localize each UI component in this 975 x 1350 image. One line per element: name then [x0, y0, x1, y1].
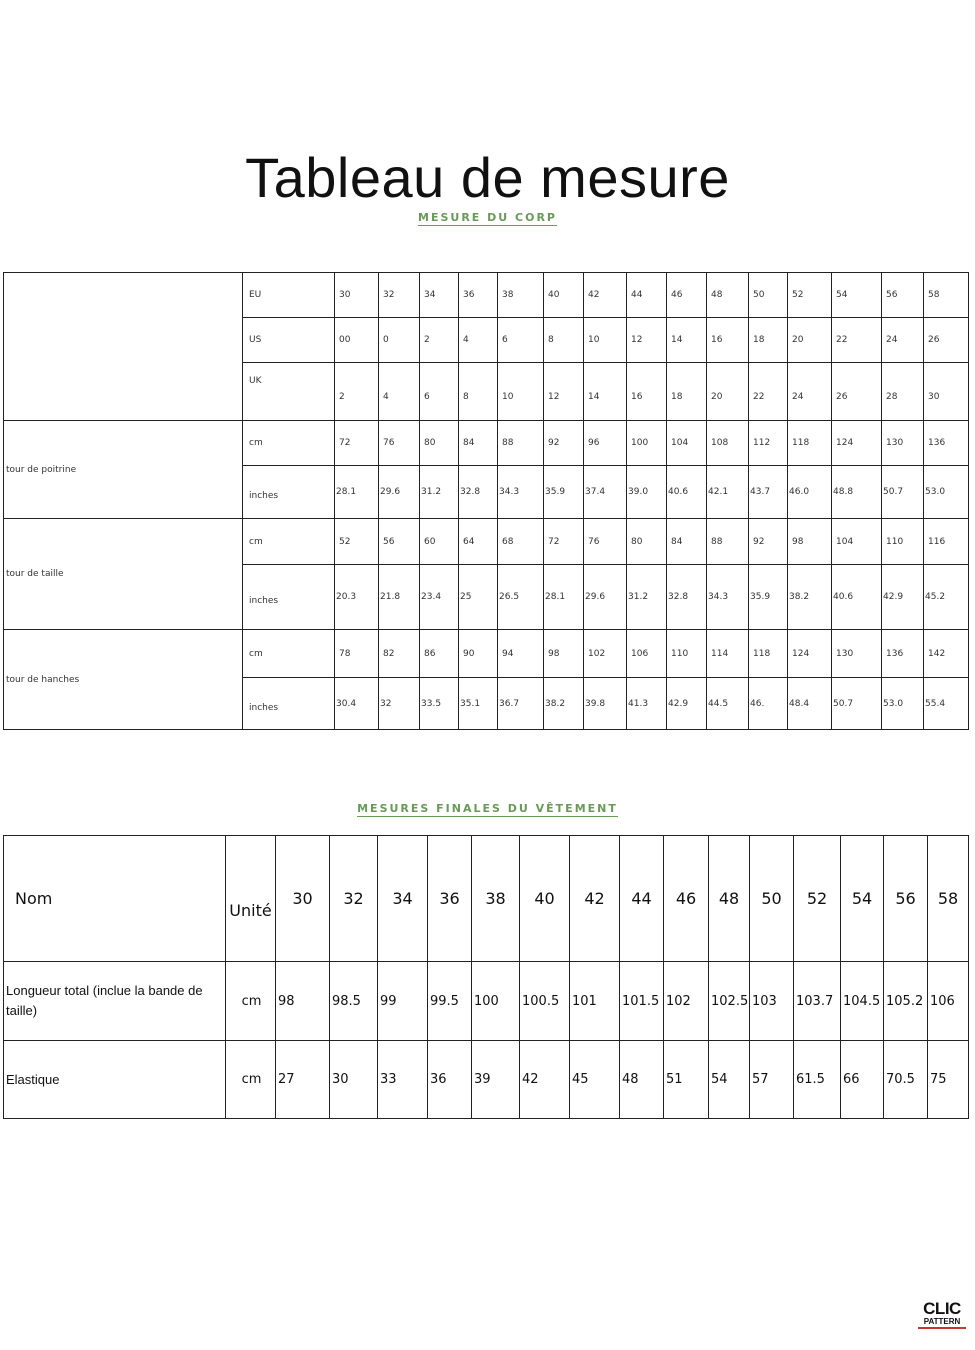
size-cell: 2 — [335, 363, 379, 421]
measurement-row — [4, 630, 969, 678]
column-header-size: 40 — [520, 836, 570, 962]
value-cell: 57 — [750, 1041, 794, 1119]
value-cell: 32.8 — [459, 466, 498, 519]
value-cell: 70.5 — [884, 1041, 928, 1119]
value-cell: 98 — [276, 962, 330, 1041]
value-cell: 48.8 — [832, 466, 882, 519]
column-header-size: 34 — [378, 836, 428, 962]
value-cell: 100 — [627, 421, 667, 466]
value-cell: 66 — [841, 1041, 884, 1119]
measurement-label: tour de poitrine — [4, 421, 243, 519]
value-cell: 23.4 — [420, 565, 459, 630]
unit-label: inches — [243, 565, 335, 630]
value-cell: 78 — [335, 630, 379, 678]
value-cell: 30 — [330, 1041, 378, 1119]
value-cell: 42 — [520, 1041, 570, 1119]
value-cell: 92 — [749, 519, 788, 565]
garment-row — [4, 1041, 969, 1119]
value-cell: 34.3 — [498, 466, 544, 519]
column-header-size: 52 — [794, 836, 841, 962]
value-cell: 90 — [459, 630, 498, 678]
subtitle-text: MESURE DU CORP — [418, 211, 557, 224]
value-cell: 84 — [667, 519, 707, 565]
value-cell: 98 — [544, 630, 584, 678]
column-header-name: Nom — [4, 836, 226, 962]
value-cell: 110 — [882, 519, 924, 565]
value-cell: 130 — [832, 630, 882, 678]
value-cell: 54 — [709, 1041, 750, 1119]
value-cell: 39 — [472, 1041, 520, 1119]
value-cell: 42.1 — [707, 466, 749, 519]
value-cell: 98.5 — [330, 962, 378, 1041]
value-cell: 44.5 — [707, 678, 749, 730]
value-cell: 142 — [924, 630, 969, 678]
value-cell: 35.9 — [749, 565, 788, 630]
size-cell: 38 — [498, 273, 544, 318]
value-cell: 114 — [707, 630, 749, 678]
size-cell: 26 — [832, 363, 882, 421]
value-cell: 36.7 — [498, 678, 544, 730]
size-cell: 0 — [379, 318, 420, 363]
value-cell: 31.2 — [627, 565, 667, 630]
value-cell: 46.0 — [788, 466, 832, 519]
garment-measure-name: Longueur total (inclue la bande de taille) — [4, 962, 226, 1041]
value-cell: 39.8 — [584, 678, 627, 730]
measurement-row — [4, 421, 969, 466]
size-cell: 6 — [420, 363, 459, 421]
value-cell: 51 — [664, 1041, 709, 1119]
value-cell: 98 — [788, 519, 832, 565]
size-cell: 8 — [544, 318, 584, 363]
size-cell: 54 — [832, 273, 882, 318]
size-cell: 2 — [420, 318, 459, 363]
size-cell: 4 — [459, 318, 498, 363]
value-cell: 32 — [379, 678, 420, 730]
value-cell: 82 — [379, 630, 420, 678]
value-cell: 104 — [832, 519, 882, 565]
value-cell: 40.6 — [667, 466, 707, 519]
value-cell: 45.2 — [924, 565, 969, 630]
size-cell: 8 — [459, 363, 498, 421]
unit-label: cm — [243, 519, 335, 565]
logo-line1: CLIC — [923, 1299, 961, 1318]
value-cell: 76 — [584, 519, 627, 565]
value-cell: 28.1 — [544, 565, 584, 630]
size-cell: 48 — [707, 273, 749, 318]
size-cell: 00 — [335, 318, 379, 363]
value-cell: 130 — [882, 421, 924, 466]
value-cell: 101 — [570, 962, 620, 1041]
size-cell: 10 — [584, 318, 627, 363]
value-cell: 75 — [928, 1041, 969, 1119]
size-cell: 12 — [627, 318, 667, 363]
value-cell: 116 — [924, 519, 969, 565]
value-cell: 46. — [749, 678, 788, 730]
size-cell: 42 — [584, 273, 627, 318]
value-cell: 29.6 — [584, 565, 627, 630]
column-header-size: 58 — [928, 836, 969, 962]
value-cell: 37.4 — [584, 466, 627, 519]
unit-label: inches — [243, 466, 335, 519]
value-cell: 52 — [335, 519, 379, 565]
value-cell: 105.2 — [884, 962, 928, 1041]
size-cell: 14 — [667, 318, 707, 363]
garment-measure-unit: cm — [226, 962, 276, 1041]
value-cell: 39.0 — [627, 466, 667, 519]
size-cell: 30 — [924, 363, 969, 421]
value-cell: 50.7 — [882, 466, 924, 519]
garment-row — [4, 962, 969, 1041]
subtitle-text: MESURES FINALES DU VÊTEMENT — [357, 802, 618, 815]
size-cell: 18 — [667, 363, 707, 421]
value-cell: 124 — [788, 630, 832, 678]
value-cell: 20.3 — [335, 565, 379, 630]
size-system-row — [4, 273, 969, 318]
size-cell: 30 — [335, 273, 379, 318]
size-cell: 10 — [498, 363, 544, 421]
size-cell: 46 — [667, 273, 707, 318]
value-cell: 48.4 — [788, 678, 832, 730]
size-system-label: UK — [243, 363, 335, 421]
value-cell: 136 — [924, 421, 969, 466]
size-cell: 4 — [379, 363, 420, 421]
value-cell: 40.6 — [832, 565, 882, 630]
value-cell: 112 — [749, 421, 788, 466]
size-system-label: EU — [243, 273, 335, 318]
value-cell: 30.4 — [335, 678, 379, 730]
value-cell: 32.8 — [667, 565, 707, 630]
value-cell: 33.5 — [420, 678, 459, 730]
value-cell: 106 — [627, 630, 667, 678]
value-cell: 21.8 — [379, 565, 420, 630]
value-cell: 28.1 — [335, 466, 379, 519]
value-cell: 88 — [707, 519, 749, 565]
size-cell: 56 — [882, 273, 924, 318]
value-cell: 45 — [570, 1041, 620, 1119]
value-cell: 92 — [544, 421, 584, 466]
section-subtitle-body — [0, 211, 975, 224]
value-cell: 76 — [379, 421, 420, 466]
value-cell: 42.9 — [882, 565, 924, 630]
value-cell: 48 — [620, 1041, 664, 1119]
value-cell: 103 — [750, 962, 794, 1041]
value-cell: 118 — [788, 421, 832, 466]
value-cell: 86 — [420, 630, 459, 678]
column-header-size: 46 — [664, 836, 709, 962]
column-header-size: 50 — [750, 836, 794, 962]
size-cell: 20 — [707, 363, 749, 421]
size-cell: 6 — [498, 318, 544, 363]
value-cell: 102.5 — [709, 962, 750, 1041]
clic-pattern-logo — [918, 1300, 966, 1329]
value-cell: 53.0 — [882, 678, 924, 730]
size-cell: 14 — [584, 363, 627, 421]
column-header-size: 56 — [884, 836, 928, 962]
value-cell: 38.2 — [788, 565, 832, 630]
value-cell: 100 — [472, 962, 520, 1041]
value-cell: 102 — [664, 962, 709, 1041]
size-cell: 34 — [420, 273, 459, 318]
column-header-size: 48 — [709, 836, 750, 962]
value-cell: 68 — [498, 519, 544, 565]
value-cell: 100.5 — [520, 962, 570, 1041]
value-cell: 80 — [420, 421, 459, 466]
value-cell: 88 — [498, 421, 544, 466]
value-cell: 31.2 — [420, 466, 459, 519]
logo-line2: PATTERN — [918, 1317, 966, 1329]
value-cell: 106 — [928, 962, 969, 1041]
size-cell: 18 — [749, 318, 788, 363]
value-cell: 136 — [882, 630, 924, 678]
size-cell: 24 — [882, 318, 924, 363]
value-cell: 34.3 — [707, 565, 749, 630]
value-cell: 103.7 — [794, 962, 841, 1041]
value-cell: 80 — [627, 519, 667, 565]
size-cell: 16 — [707, 318, 749, 363]
value-cell: 101.5 — [620, 962, 664, 1041]
value-cell: 53.0 — [924, 466, 969, 519]
value-cell: 35.9 — [544, 466, 584, 519]
blank-corner-cell — [4, 273, 243, 421]
size-system-label: US — [243, 318, 335, 363]
value-cell: 33 — [378, 1041, 428, 1119]
column-header-unit: Unité — [226, 836, 276, 962]
column-header-size: 54 — [841, 836, 884, 962]
page-title: Tableau de mesure — [245, 146, 730, 209]
garment-measurement-table — [3, 835, 969, 1119]
value-cell: 41.3 — [627, 678, 667, 730]
unit-label: cm — [243, 630, 335, 678]
column-header-size: 44 — [620, 836, 664, 962]
size-cell: 50 — [749, 273, 788, 318]
value-cell: 56 — [379, 519, 420, 565]
size-cell: 22 — [832, 318, 882, 363]
value-cell: 94 — [498, 630, 544, 678]
value-cell: 64 — [459, 519, 498, 565]
value-cell: 96 — [584, 421, 627, 466]
value-cell: 29.6 — [379, 466, 420, 519]
value-cell: 104.5 — [841, 962, 884, 1041]
value-cell: 26.5 — [498, 565, 544, 630]
size-cell: 58 — [924, 273, 969, 318]
value-cell: 99.5 — [428, 962, 472, 1041]
value-cell: 118 — [749, 630, 788, 678]
size-cell: 12 — [544, 363, 584, 421]
size-cell: 28 — [882, 363, 924, 421]
value-cell: 35.1 — [459, 678, 498, 730]
column-header-size: 30 — [276, 836, 330, 962]
size-cell: 20 — [788, 318, 832, 363]
value-cell: 110 — [667, 630, 707, 678]
value-cell: 27 — [276, 1041, 330, 1119]
section-subtitle-garment — [0, 802, 975, 815]
value-cell: 124 — [832, 421, 882, 466]
column-header-size: 32 — [330, 836, 378, 962]
value-cell: 72 — [335, 421, 379, 466]
value-cell: 104 — [667, 421, 707, 466]
size-cell: 32 — [379, 273, 420, 318]
value-cell: 38.2 — [544, 678, 584, 730]
value-cell: 60 — [420, 519, 459, 565]
value-cell: 55.4 — [924, 678, 969, 730]
body-measurement-table — [3, 272, 969, 730]
value-cell: 36 — [428, 1041, 472, 1119]
column-header-size: 36 — [428, 836, 472, 962]
unit-label: inches — [243, 678, 335, 730]
size-cell: 22 — [749, 363, 788, 421]
garment-measure-name: Elastique — [4, 1041, 226, 1119]
value-cell: 99 — [378, 962, 428, 1041]
value-cell: 25 — [459, 565, 498, 630]
value-cell: 50.7 — [832, 678, 882, 730]
size-cell: 40 — [544, 273, 584, 318]
column-header-size: 38 — [472, 836, 520, 962]
value-cell: 42.9 — [667, 678, 707, 730]
value-cell: 61.5 — [794, 1041, 841, 1119]
value-cell: 108 — [707, 421, 749, 466]
size-cell: 24 — [788, 363, 832, 421]
measurement-label: tour de hanches — [4, 630, 243, 730]
measurement-row — [4, 519, 969, 565]
value-cell: 72 — [544, 519, 584, 565]
value-cell: 43.7 — [749, 466, 788, 519]
size-cell: 44 — [627, 273, 667, 318]
header-row — [4, 836, 969, 962]
size-cell: 26 — [924, 318, 969, 363]
column-header-size: 42 — [570, 836, 620, 962]
value-cell: 102 — [584, 630, 627, 678]
unit-label: cm — [243, 421, 335, 466]
size-cell: 52 — [788, 273, 832, 318]
garment-measure-unit: cm — [226, 1041, 276, 1119]
size-cell: 16 — [627, 363, 667, 421]
value-cell: 84 — [459, 421, 498, 466]
measurement-label: tour de taille — [4, 519, 243, 630]
size-cell: 36 — [459, 273, 498, 318]
